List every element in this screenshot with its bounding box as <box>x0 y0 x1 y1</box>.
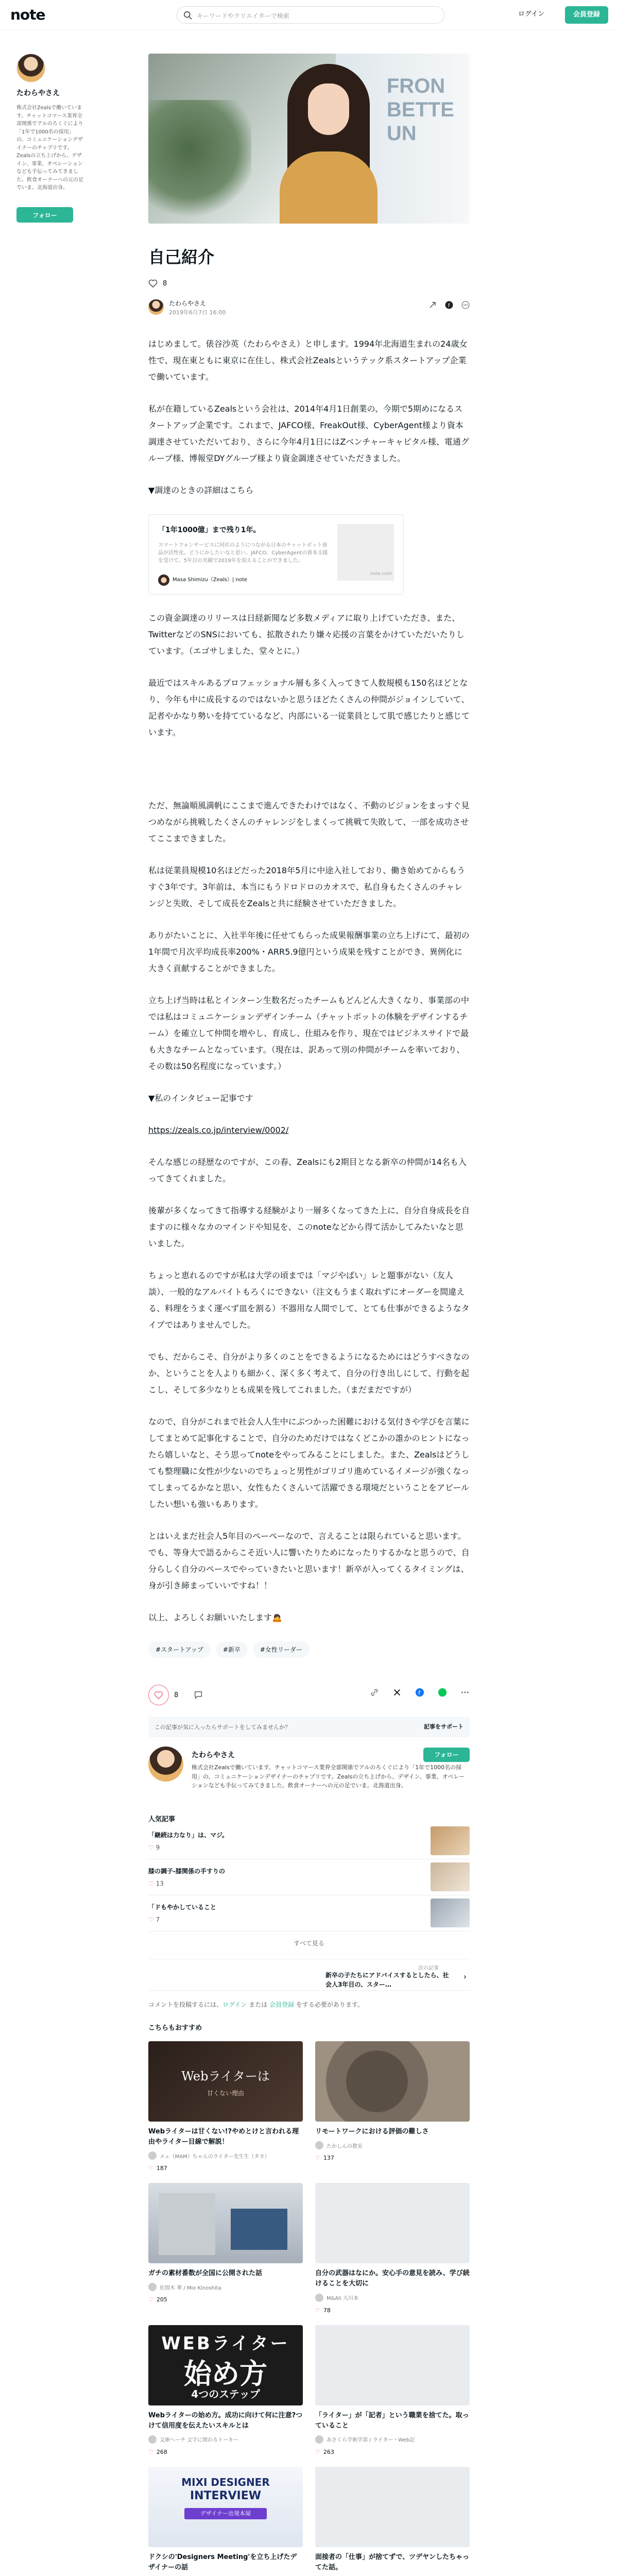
thumb-text: 甘くない理由 <box>207 2090 244 2097</box>
popular-title: 「継続は力なり」は、マジ。 <box>148 1832 229 1839</box>
comment-icon[interactable] <box>194 1690 203 1700</box>
comment-hint-prefix: コメントを投稿するには、 <box>148 2001 223 2008</box>
paragraph: 私は従業員規模10名ほどだった2018年5月に中途入社しており、働き始めてからもうすぐ3年です。3年前は、本当にもうドロドロのカオスで、私自身もたくさんのチャレンジと失敗、そして成長をZealsと共に経験させていただきました。 <box>148 866 466 908</box>
heart-icon[interactable] <box>148 279 158 287</box>
comment-hint-suffix: をする必要があります。 <box>294 2001 364 2008</box>
support-text: この記事が気に入ったらサポートをしてみませんか？ <box>154 1724 290 1731</box>
byline <box>148 298 470 316</box>
author-card <box>148 1747 470 1808</box>
recommend-card[interactable] <box>148 2467 303 2573</box>
embed-thumbnail <box>337 524 394 581</box>
recommend-card[interactable] <box>148 2041 303 2172</box>
next-article[interactable] <box>148 1959 470 1991</box>
tag[interactable]: #新卒 <box>216 1641 248 1658</box>
comment-login-link[interactable]: ログイン <box>222 2001 247 2008</box>
article-actions <box>148 1685 470 1705</box>
paragraph: でも、だからこそ、自分がより多くのことをできるようになるためにはどうすべきなのか、ということを人よりも細かく、深く多く考えて、自分の行き出しにして、行動を起こし、そして多少なりとも成果を残してこれました。（まだまだですが） <box>148 1352 470 1395</box>
list-item[interactable] <box>148 1859 470 1895</box>
recommend-thumbnail <box>148 2467 303 2547</box>
follow-label: フォロー <box>32 211 57 219</box>
popular-thumbnail <box>431 1826 470 1855</box>
more-icon[interactable] <box>460 1688 470 1697</box>
svg-text:f: f <box>448 303 450 309</box>
recommend-author: メェ（MAM）ちゃんのライター先生生（タカ） <box>148 2151 303 2160</box>
interview-link[interactable]: https://zeals.co.jp/interview/0002/ <box>148 1125 289 1135</box>
search-icon <box>183 11 193 20</box>
search-placeholder: キーワードやクリエイターで検索 <box>197 12 289 20</box>
avatar <box>158 574 169 586</box>
author-sidebar <box>16 54 83 223</box>
facebook-icon[interactable] <box>445 301 453 309</box>
byline-actions <box>428 301 470 309</box>
list-item[interactable] <box>148 1895 470 1931</box>
paragraph: そんな感じの経歴なのですが、この春、Zealsにも2期目となる新卒の仲間が14名も入ってきてくれました。 <box>148 1157 467 1183</box>
heart-icon <box>154 1691 163 1699</box>
support-button[interactable]: 記事をサポート <box>424 1723 464 1730</box>
recommend-likes: ♡ 187 <box>148 2165 167 2172</box>
tag-list <box>148 1641 470 1658</box>
popular-likes: ♡ 9 <box>148 1844 160 1851</box>
recommend-grid <box>148 2041 470 2573</box>
paragraph: 後輩が多くなってきて指導する経験がより一層多くなってきた上に、自分自身成長を自ますのに様々なカのマインドや知見を、このnoteなどから得て活かしてみたいなと思いました。 <box>148 1206 470 1248</box>
recommend-card[interactable] <box>148 2325 303 2455</box>
recommend-title: ガチの素材番数が全国に公開された話 <box>148 2269 263 2278</box>
thumb-text: デザイナー出発本屋 <box>184 2508 267 2519</box>
recommend-title: 自分の武器はなにか。安心手の意見を読み、学び続けることを大切に <box>315 2269 470 2288</box>
popular-likes: ♡ 7 <box>148 1916 160 1923</box>
recommend-title: 面接者の「仕事」が捨てずで、ツデヤンしたちゃってた話。 <box>315 2553 470 2571</box>
paragraph: とはいえまだ社会人5年目のペーペーなので、言えることは限られていると思います。でも、等身大で語るからこそ近い人に響いたりためになったりするかなと思うので、自分らしく自分のペースでやっていきたいと思います！新卒が入ってくるタイミングは、身が引き締まっていいですね！！ <box>148 1531 470 1590</box>
recommend-author: 文庫ヘーチ 文字に関わるトーキー <box>148 2435 303 2444</box>
recommend-title: ドクシの'Designers Meeting'を立ち上げたデザイナーの話 <box>148 2553 297 2571</box>
author-bio: 株式会社Zealsで働いています。チャットコマース業界全部関係でアルのろくぐにより「1年で1000名の採用」の、コミュニケーションデザイナーのチャブリです。Zealsの立ち上げから、デザイン、事業、オペレーションなども手伝ってみてきました。飲食オーナーへの元の足でいま。北海道出身。 <box>192 1764 465 1789</box>
note-logo[interactable]: note <box>10 6 45 23</box>
publish-date: 2019年6月7日 16:00 <box>169 309 226 316</box>
next-label: 次の記事 <box>418 1965 439 1971</box>
recommend-likes: ♡ 78 <box>315 2307 331 2314</box>
popular-heading: 人気記事 <box>148 1816 176 1823</box>
recommend-title: Webライターの始め方。成功に向けて何に注意?つけて信用度を伝えたいスキルとは <box>148 2411 303 2430</box>
recommend-card[interactable] <box>315 2183 470 2313</box>
recommend-title: リモートワークにおける評価の難しさ <box>315 2128 429 2136</box>
recommend-card[interactable] <box>148 2183 303 2313</box>
follow-button[interactable] <box>16 207 73 223</box>
paragraph: 以上、よろしくお願いいたします🙇 <box>148 1613 282 1622</box>
chevron-right-icon: › <box>463 1972 467 1981</box>
embed-source <box>158 574 247 586</box>
recommend-card[interactable] <box>315 2041 470 2172</box>
paragraph: ▼調達のときの詳細はこちら <box>148 485 254 495</box>
recommend-card[interactable] <box>315 2325 470 2455</box>
like-count: 8 <box>163 279 167 287</box>
paragraph: 私が在籍しているZealsという会社は、2014年4月1日創業の、今期で5期めになるスタートアップ企業です。これまで、JAFCO様、FreakOut様、CyberAgent様より資本調達させていただいており、さらに今年4月1日にはZベンチャーキャピタル様、電通グループ様、博報堂DYグループ様より資金調達させていただきました。 <box>148 404 469 463</box>
recommend-author: 佐間木 華 / Mio Kinoshita <box>148 2283 303 2291</box>
author-name[interactable]: たわらやさえ <box>192 1751 235 1759</box>
recommend-thumbnail <box>148 2041 303 2122</box>
support-banner <box>148 1717 470 1737</box>
like-button[interactable] <box>148 1685 169 1705</box>
global-header <box>0 0 618 30</box>
avatar[interactable] <box>148 299 164 315</box>
avatar[interactable] <box>16 54 45 82</box>
comment-hint <box>148 2000 470 2009</box>
paragraph: ちょっと恵れるのですが私は大学の頃までは「マジやばい」レと題事がない（友人談）、一般的なアルバイトもろくにできない（注文もうまく取れずにオーダーを間違える、料理をうまく運べず皿を割る）不器用な人間でして、とても仕事ができるようなタイプではありませんでした。 <box>148 1270 470 1330</box>
thumb-text: Webライターは <box>181 2069 270 2083</box>
embed-description: スマートフォンサービスに同社のようにつながる日本のチャットボット商品が活性化。どうにかしたいなと思い。JAFCO、CyberAgentの資本支援を受けて、5年目の実績で2019年を迎えることができました。 <box>158 543 328 564</box>
follow-button[interactable]: フォロー <box>423 1748 470 1762</box>
x-icon[interactable] <box>392 1688 402 1697</box>
link-icon[interactable] <box>370 1688 379 1697</box>
like-summary <box>148 279 470 287</box>
recommend-likes: ♡ 205 <box>148 2296 167 2303</box>
embed-card[interactable] <box>148 514 404 595</box>
paragraph: 立ち上げ当時は私とインターン生数名だったチームもどんどん大きくなり、事業部の中では私はコミュニケーションデザインチーム（チャットボットの体験をデザインするチーム）を確立して仲間を増やし、育成し、仕組みを作り、現在ではビジネスサイドで最も大きなチームとなっています。（現在は、訳あって別の仲間がチームを率いており、その数は50名程度になっています。） <box>148 995 470 1071</box>
recommend-card[interactable] <box>315 2467 470 2573</box>
recommend-likes: ♡ 137 <box>315 2155 334 2162</box>
tag[interactable]: #女性リーダー <box>253 1641 310 1658</box>
recommend-thumbnail <box>148 2325 303 2405</box>
popular-likes: ♡ 13 <box>148 1880 164 1887</box>
search-box[interactable] <box>177 6 444 24</box>
next-title: 新卒の子たちにアドバイスするとしたら、社会人3年目の、スター… <box>325 1972 449 1988</box>
recommend-author: たかしんの教室 <box>315 2141 470 2149</box>
avatar[interactable] <box>148 1747 183 1782</box>
see-all-link[interactable]: すべて見る <box>294 1940 324 1947</box>
thumb-text: INTERVIEW <box>190 2489 262 2502</box>
paragraph: なので、自分がこれまで社会人人生中にぶつかった困難における気付きや学びを言葉にしてまとめて記事化することで、自分のためだけではなくどこかの誰かのヒントになったら嬉しいなと、そう思ってnoteをやってみることにしました。また、Zealsはどうしても整理職に女性が少ないのでちょっと男性がゴリゴリ進めているイメージが強くなってしまってるかなと思い、女性もたくさんいて活躍できる環境だということをアピールしたい想いも強いもあります。 <box>148 1417 470 1509</box>
embed-title: 「1年1000億」まで残り1年。 <box>158 526 261 534</box>
recommend-thumbnail <box>315 2325 470 2405</box>
thumb-text: 4つのステップ <box>191 2387 260 2400</box>
eyecatch-image: FRON BETTE UN <box>148 54 470 224</box>
popular-thumbnail <box>431 1862 470 1891</box>
recommend-thumbnail <box>148 2183 303 2263</box>
author-bio: 株式会社Zealsで働いています。チャットコマース業界全部関係でアルのろくぐにより「1年で1000名の採用」の、コミュニケーションデザイナーのチャブリです。Zealsの立ち上げから、デザイン、事業、オペレーションなども手伝ってみてきました。飲食オーナーへの元の足でいま。北海道出身。 <box>16 105 83 191</box>
recommend-likes: ♡ 263 <box>315 2448 334 2455</box>
paragraph: ありがたいことに、入社半年後に任せてもらった成果報酬事業の立ち上げにて、最初の1年間で月次平均成長率200%・ARR5.9億円という成果を残すことができ、異例化に大きく貢献することができました。 <box>148 930 470 973</box>
popular-thumbnail <box>431 1899 470 1927</box>
embed-source-text: Masa Shimizu（Zeals）| note <box>173 577 248 583</box>
paragraph: ただ、無論順風満帆にここまで進んできたわけではなく、不動のビジョンをまっすぐ見つめながら挑戦したくさんのチャレンジをしまくって挑戦て失敗して、一部を成功させてここまできました。 <box>148 801 470 843</box>
recommend-title: Webライターは甘くない!?やめとけと言われる理由やライター目線で解説！ <box>148 2128 299 2146</box>
paragraph: はじめまして。俵谷沙英（たわらやさえ）と申します。1994年北海道生まれの24歳女性で、現在東ともに東京に在住し、株式会社Zealsというテック系スタートアップ企業で働いています。 <box>148 339 468 382</box>
facebook-icon[interactable] <box>415 1688 424 1697</box>
thumb-text: MIXI DESIGNER <box>181 2476 270 2488</box>
popular-list <box>148 1823 470 1931</box>
list-item[interactable] <box>148 1823 470 1859</box>
recommend-heading: こちらもおすすめ <box>148 2024 202 2032</box>
paragraph: 最近ではスキルあるプロフェッショナル層も多く入ってきて人数規模も150名ほどとなり、今年も中に成長するのではないかと思うほどたくさんの仲間がジョインしていて、記者やかなり勢いを持てているなど、内部にいる一従業員として肌で感じたりと感じています。 <box>148 678 470 737</box>
signup-button[interactable]: 会員登録 <box>565 6 608 24</box>
tag[interactable]: #スタートアップ <box>148 1641 211 1658</box>
more-icon[interactable] <box>461 301 470 309</box>
svg-text:f: f <box>418 1689 421 1697</box>
share-actions <box>370 1688 470 1697</box>
paragraph: この資金調達のリリースは日経新聞など多数メディアに取り上げていただき、また、TwitterなどのSNSにおいても、拡散されたり嫌々応援の言葉をかけていただいたりしています。（エゴサしました、堂々とに。） <box>148 613 465 656</box>
popular-title: 「ドもやかしていること <box>148 1904 217 1911</box>
login-link[interactable]: ログイン <box>518 10 545 18</box>
recommend-likes: ♡ 268 <box>148 2448 167 2455</box>
article <box>148 54 470 2573</box>
recommend-title: 「ライター」が「記者」という職業を捨てた。取っていること <box>315 2411 469 2430</box>
article-body <box>148 336 470 1626</box>
paragraph: ▼私のインタビュー記事です <box>148 1093 253 1103</box>
comment-signup-link[interactable]: 会員登録 <box>269 2001 295 2008</box>
like-count: 8 <box>174 1691 179 1699</box>
line-icon[interactable] <box>438 1688 447 1697</box>
thumb-text: WEBライター <box>161 2333 290 2354</box>
author-name[interactable]: たわらやさえ <box>16 89 60 97</box>
article-title: 自己紹介 <box>148 247 215 267</box>
recommend-thumbnail <box>315 2467 470 2547</box>
recommend-thumbnail <box>315 2183 470 2263</box>
embed-domain: note.com <box>370 571 392 577</box>
comment-hint-mid: または <box>247 2001 270 2008</box>
share-icon[interactable] <box>428 301 437 309</box>
thumb-text: 始め方 <box>184 2357 267 2390</box>
recommend-author: M&Ali 大川本 <box>315 2294 470 2302</box>
recommend-author: あさくら学術学部 / ライター・Web記 <box>315 2435 470 2444</box>
popular-title: 膝の調子-膝関係の手すりの <box>148 1868 225 1875</box>
recommend-thumbnail <box>315 2041 470 2122</box>
byline-author[interactable]: たわらやさえ <box>169 300 207 307</box>
